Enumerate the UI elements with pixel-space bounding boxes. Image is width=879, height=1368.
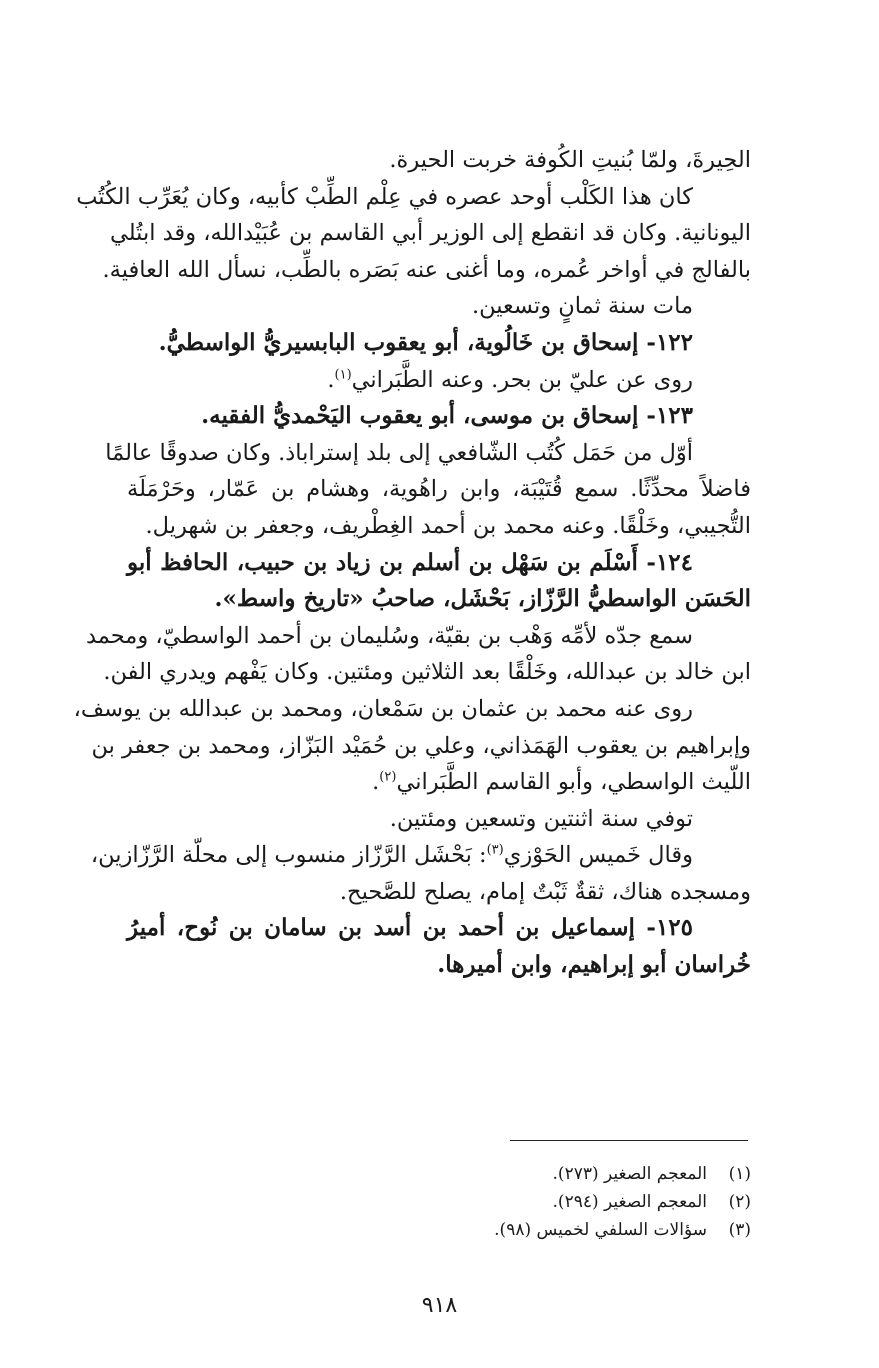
main-text [73,142,751,984]
footnote-text: المعجم الصغير (٢٧٣). [552,1164,707,1184]
entry-heading-124: ١٢٤- أَسْلَم بن سَهْل بن أسلم بن زياد بن حبيب، الحافظ أبو [127,548,693,576]
text-span: . [327,366,335,393]
text-line: بالفالج في أواخر عُمره، وما أغنى عنه بَصَره بالطِّب، نسأل الله العافية. [102,256,751,283]
footnote-2 [127,1188,751,1216]
text-line: ومسجده هناك، ثقةٌ ثَبْتٌ إمام، يصلح للصَّحيح. [339,878,751,905]
text-line: التُّجيبي، وخَلْقًا. وعنه محمد بن أحمد الغِطْريف، وجعفر بن شهريل. [145,512,751,539]
footnote-divider [510,1140,748,1141]
footnote-text: المعجم الصغير (٢٩٤). [552,1192,707,1212]
text-line [127,362,751,399]
text-line: كان هذا الكَلْب أوحد عصره في عِلْم الطِّبْ كأبيه، وكان يُعَرِّب الكُتُب [76,183,693,210]
text-span: وقال خَميس الحَوْزي [503,842,693,869]
text-line: الحِيرةَ، ولمّا بُنيتِ الكُوفة خربت الحيرة. [389,147,751,173]
footnotes [127,1160,751,1244]
text-line: ابن خالد بن عبدالله، وخَلْقًا بعد الثلاثين ومئتين. وكان يَفْهم ويدري الفن. [103,659,751,686]
text-span: روى عن عليّ بن بحر. وعنه الطَّبَراني [351,366,693,393]
entry-heading-123: ١٢٣- إسحاق بن موسى، أبو يعقوب اليَحْمديُّ الفقيه. [201,402,693,430]
text-line: سمع جدّه لأمِّه وَهْب بن بقيّة، وسُليمان بن أحمد الواسطيّ، ومحمد [85,622,693,649]
footnote-number: (٢) [728,1192,751,1212]
text-span: اللّيث الواسطي، وأبو القاسم الطَّبَراني [396,769,751,796]
text-line: أوّل من حَمَل كُتُب الشّافعي إلى بلد إستراباذ. وكان صدوقًا عالمًا [105,439,693,466]
text-line [90,837,751,874]
footnote-number: (٣) [728,1220,751,1240]
text-line: فاضلاً محدِّثًا. سمع قُتَيْبَة، وابن راهُوية، وهشام بن عَمّار، وحَرْمَلَة [127,476,751,503]
text-line: توفي سنة اثنتين وتسعين ومئتين. [389,805,693,832]
footnote-number: (١) [728,1164,751,1184]
text-line: وإبراهيم بن يعقوب الهَمَذاني، وعلي بن حُمَيْد البَزّاز، ومحمد بن جعفر بن [91,732,751,759]
text-line [127,764,751,801]
text-line: مات سنة ثمانٍ وتسعين. [471,293,693,320]
footnote-marker: (٣) [486,842,504,858]
entry-heading-124-cont: الحَسَن الواسطيُّ الرَّزّاز، بَحْشَل، صاحبُ «تاريخ واسط». [214,585,751,613]
footnote-3 [127,1216,751,1244]
footnote-1 [127,1160,751,1188]
text-line: روى عنه محمد بن عثمان بن سَمْعان، ومحمد بن عبدالله بن يوسف، [73,695,693,722]
text-line: اليونانية. وكان قد انقطع إلى الوزير أبي القاسم بن عُبَيْدالله، وقد ابتُلي [109,220,751,247]
text-span: : بَحْشَل الرَّزّاز منسوب إلى محلّة الرَّزّازين، [90,842,487,869]
page-number: ٩١٨ [421,1293,458,1318]
footnote-marker: (٢) [379,769,397,785]
entry-heading-122: ١٢٢- إسحاق بن خَالُوية، أبو يعقوب البابسيريُّ الواسطيُّ. [158,328,693,356]
entry-heading-125: ١٢٥- إسماعيل بن أحمد بن أسد بن سامان بن نُوح، أميرُ [127,914,693,942]
text-span: . [372,769,380,796]
footnote-marker: (١) [334,367,352,383]
footnote-text: سؤالات السلفي لخميس (٩٨). [494,1220,707,1240]
entry-heading-125-cont: خُراسان أبو إبراهيم، وابن أميرها. [437,951,751,979]
